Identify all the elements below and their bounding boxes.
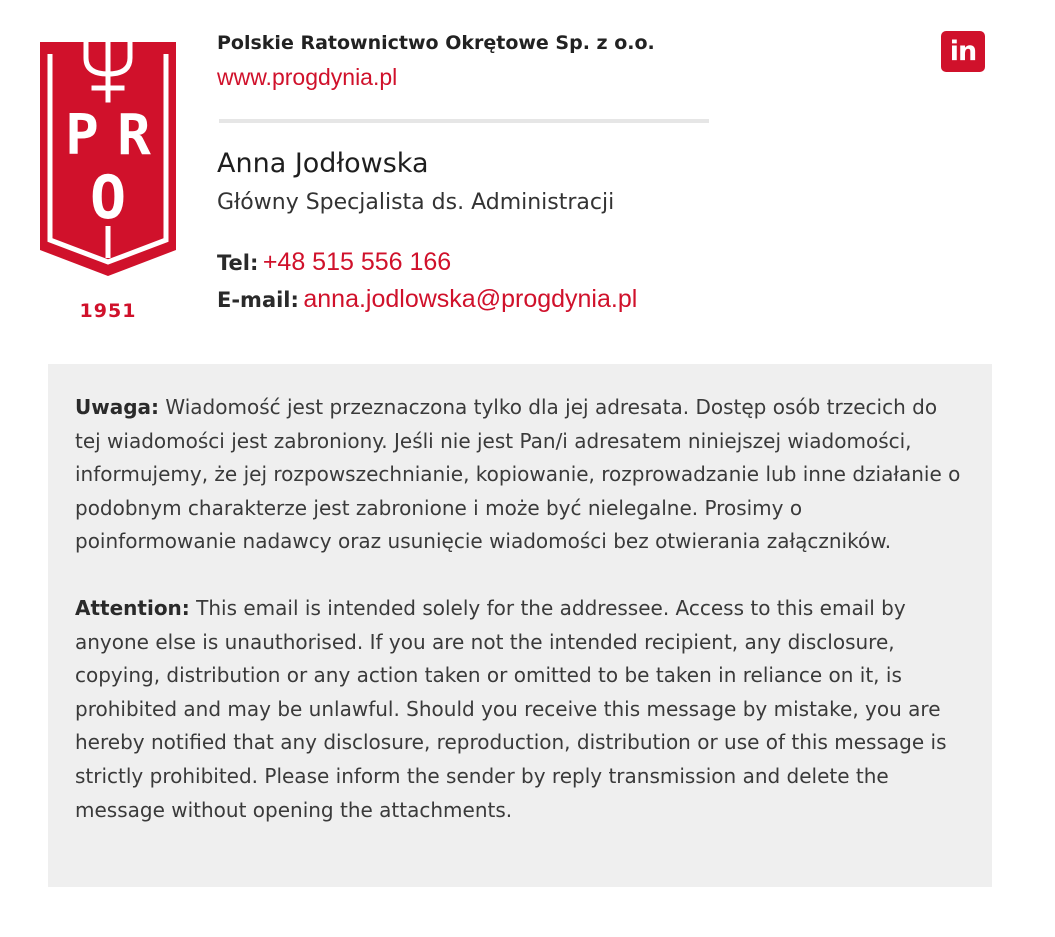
disclaimer-english-text: This email is intended solely for the addressee. Access to this email by anyone else is unauthorised. If you are not the intended recipient, any disclosure, copying, distribution or any action taken or omitted to be taken in reliance on it, is prohibited and may be unlawful. Should you receive this message by mistake, you are hereby notified that any disclosure, reproduction, distribution or use of this message is strictly prohibited. Please inform the sender by reply transmission and delete the message without opening the attachments. xyxy=(75,595,947,822)
logo-shield-icon xyxy=(38,14,178,284)
disclaimer-polish-lead: Uwaga: xyxy=(75,395,160,419)
phone-row xyxy=(217,248,451,277)
company-logo xyxy=(38,14,178,326)
person-name: Anna Jodłowska xyxy=(217,148,429,179)
logo-year: 1951 xyxy=(79,300,137,322)
linkedin-icon[interactable]: in xyxy=(941,31,985,72)
disclaimer-english-lead: Attention: xyxy=(75,595,190,620)
disclaimer-polish-text: Wiadomość jest przeznaczona tylko dla jej adresata. Dostęp osób trzecich do tej wiadomości jest zabroniony. Jeśli nie jest Pan/i adresatem niniejszej wiadomości, informujemy, że jej rozpowszechnianie, kopiowanie, rozprowadzanie lub inne działanie o podobnym charakterze jest zabronione i może być nielegalne. Prosimy o poinformowanie nadawcy oraz usunięcie wiadomości bez otwierania załączników. xyxy=(75,395,961,554)
header-divider xyxy=(219,119,709,123)
website-link[interactable]: www.progdynia.pl xyxy=(217,64,398,90)
disclaimer-box xyxy=(48,364,992,887)
disclaimer-polish xyxy=(75,391,966,559)
logo-letter-o: O xyxy=(89,163,127,233)
logo-letter-p: P xyxy=(65,103,99,168)
disclaimer-english xyxy=(75,592,966,827)
logo-letter-r: R xyxy=(117,103,151,168)
email-link[interactable]: anna.jodlowska@progdynia.pl xyxy=(303,285,638,313)
email-row xyxy=(217,285,637,314)
company-name: Polskie Ratownictwo Okrętowe Sp. z o.o. xyxy=(217,32,655,54)
email-label: E-mail: xyxy=(217,288,299,312)
phone-link[interactable]: +48 515 556 166 xyxy=(262,248,452,276)
person-title: Główny Specjalista ds. Administracji xyxy=(217,190,615,215)
phone-label: Tel: xyxy=(217,251,259,275)
